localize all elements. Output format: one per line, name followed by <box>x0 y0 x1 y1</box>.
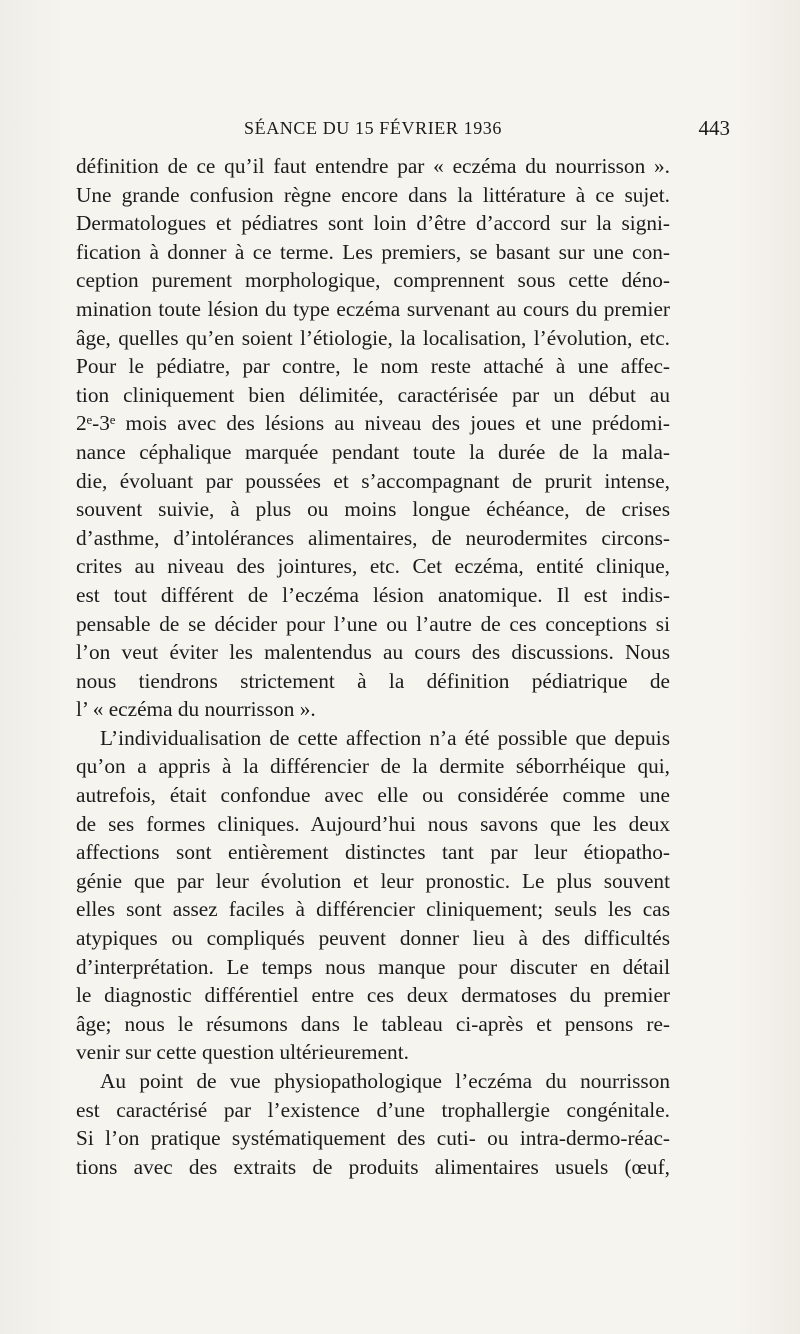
text-line: Au point de vue physiopathologique l’eczéma du nourrisson <box>100 1069 670 1093</box>
text-line: pensable de se décider pour l’une ou l’autre de ces conceptions si <box>76 611 670 636</box>
paragraph-2 <box>76 724 670 1067</box>
text-line: de ses formes cliniques. Aujourd’hui nous savons que les deux <box>76 811 670 836</box>
text-line: l’on veut éviter les malentendus au cours des discussions. Nous <box>76 640 670 665</box>
text-line: 2ᵉ-3ᵉ mois avec des lésions au niveau des joues et une prédomi- <box>76 411 670 436</box>
page-number: 443 <box>698 116 730 140</box>
text-line: d’interprétation. Le temps nous manque pour discuter en détail <box>76 954 670 979</box>
text-line: elles sont assez faciles à différencier cliniquement; seuls les cas <box>76 897 670 922</box>
text-line: Pour le pédiatre, par contre, le nom reste attaché à une affec- <box>76 354 670 379</box>
text-line: autrefois, était confondue avec elle ou considérée comme une <box>76 783 670 808</box>
text-line: crites au niveau des jointures, etc. Cet eczéma, entité clinique, <box>76 554 670 579</box>
text-line: ception purement morphologique, comprennent sous cette déno- <box>76 268 670 293</box>
text-line: qu’on a appris à la différencier de la dermite séborrhéique qui, <box>76 754 670 779</box>
text-line: l’ « eczéma du nourrisson ». <box>76 697 316 722</box>
text-line: die, évoluant par poussées et s’accompagnant de prurit intense, <box>76 468 670 493</box>
text-line: Une grande confusion règne encore dans la littérature à ce sujet. <box>76 182 670 207</box>
text-line: affections sont entièrement distinctes tant par leur étiopatho- <box>76 840 670 865</box>
body-text <box>76 152 670 1181</box>
text-line: tion cliniquement bien délimitée, caractérisée par un début au <box>76 382 670 407</box>
text-line: âge, quelles qu’en soient l’étiologie, la localisation, l’évolution, etc. <box>76 325 670 350</box>
text-line: venir sur cette question ultérieurement. <box>76 1040 409 1065</box>
text-line: Si l’on pratique systématiquement des cuti- ou intra-dermo-réac- <box>76 1126 670 1151</box>
text-line: L’individualisation de cette affection n’a été possible que depuis <box>100 725 670 750</box>
paragraph-3 <box>76 1067 670 1181</box>
text-line: souvent suivie, à plus ou moins longue échéance, de crises <box>76 497 670 522</box>
text-line: le diagnostic différentiel entre ces deux dermatoses du premier <box>76 983 670 1008</box>
text-line: est tout différent de l’eczéma lésion anatomique. Il est indis- <box>76 582 670 607</box>
text-line: est caractérisé par l’existence d’une trophallergie congénitale. <box>76 1097 670 1122</box>
paragraph-1 <box>76 152 670 724</box>
text-line: nance céphalique marquée pendant toute la durée de la mala- <box>76 439 670 464</box>
text-line: définition de ce qu’il faut entendre par « eczéma du nourrisson ». <box>76 154 670 178</box>
text-line: fication à donner à ce terme. Les premiers, se basant sur une con- <box>76 239 670 264</box>
text-line: génie que par leur évolution et leur pronostic. Le plus souvent <box>76 868 670 893</box>
text-line: atypiques ou compliqués peuvent donner lieu à des difficultés <box>76 926 670 951</box>
text-line: Dermatologues et pédiatres sont loin d’être d’accord sur la signi- <box>76 211 670 236</box>
text-line: mination toute lésion du type eczéma survenant au cours du premier <box>76 296 670 321</box>
running-head-title: SÉANCE DU 15 FÉVRIER 1936 <box>243 118 502 138</box>
text-line: d’asthme, d’intolérances alimentaires, de neurodermites circons- <box>76 525 670 550</box>
text-line: nous tiendrons strictement à la définition pédiatrique de <box>76 668 670 693</box>
running-head <box>76 112 730 152</box>
text-line: tions avec des extraits de produits alimentaires usuels (œuf, <box>76 1154 670 1179</box>
text-line: âge; nous le résumons dans le tableau ci-après et pensons re- <box>76 1011 670 1036</box>
